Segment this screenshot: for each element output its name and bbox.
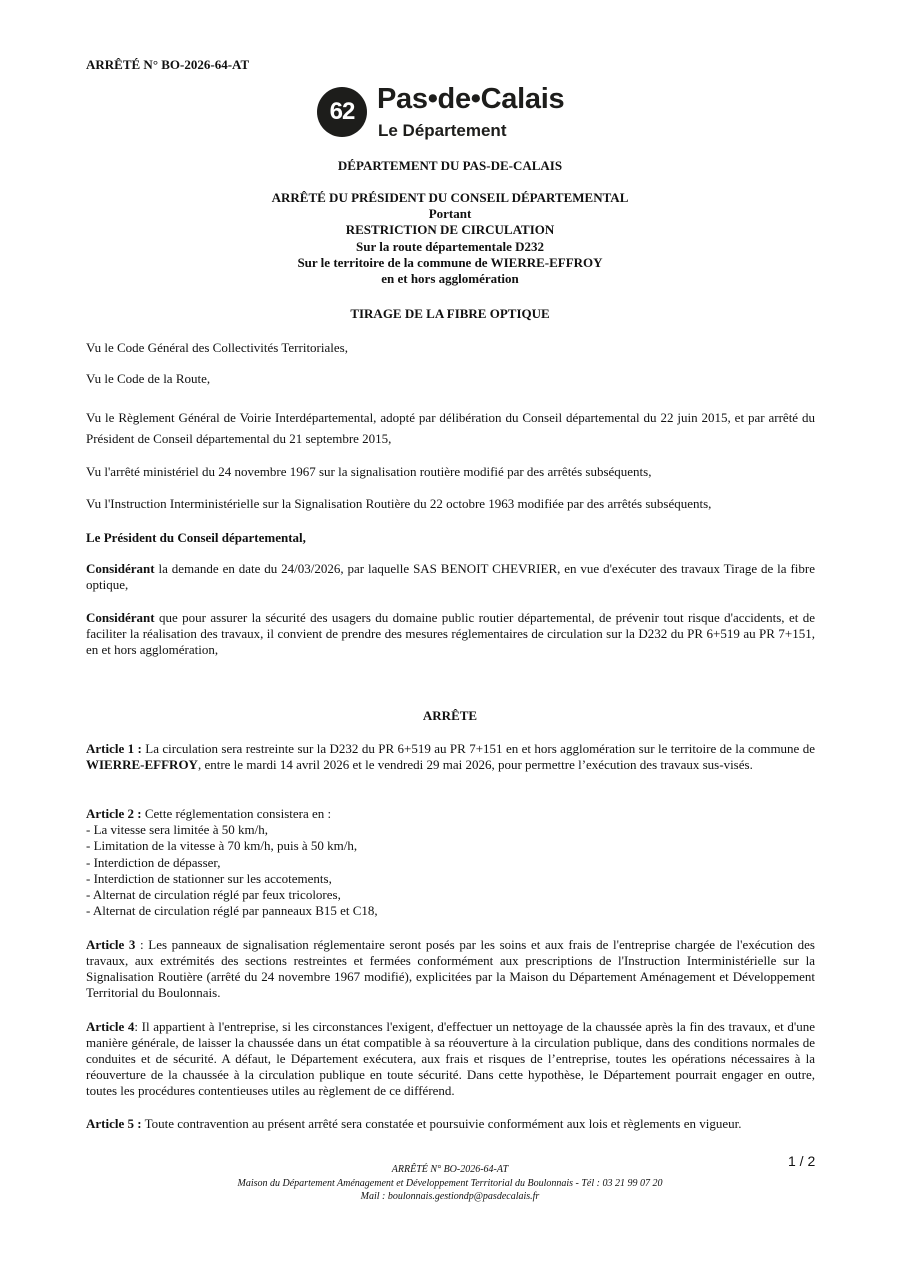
article-4-text: : Il appartient à l'entreprise, si les circonstances l'exigent, d'effectuer un nettoyage de la chaussée après la fin des travaux, et d'une manière générale, de laisser la chaussée dans un état compatible à sa réouverture à la circulation publique, dans des conditions normales de conduites et de sécurité. A défaut, le Département exécutera, aux frais et risques de l’entreprise, toutes les opérations nécessaires à la réouverture de la chaussée à la circulation publique en toute sécurité. Dans cette hypothèse, le Département pourrait engager en outre, toutes les procédures contentieuses utiles au règlement de ce différend. — [86, 1019, 815, 1098]
article-3-text: : Les panneaux de signalisation réglementaire seront posés par les soins et aux frais de l'entreprise chargée de l'exécution des travaux, aux extrémités des sections restreintes et fermées conformément aux prescriptions de l'Instruction Interministérielle sur la Signalisation Routière (arrêté du 24 novembre 1967 modifié), explicitées par la Maison du Département Aménagement et Développement Territorial du Boulonnais. — [86, 937, 815, 1000]
article-1-commune: WIERRE-EFFROY — [86, 757, 198, 772]
title-line-3: RESTRICTION DE CIRCULATION — [345, 222, 555, 238]
list-item: - Alternat de circulation réglé par feux tricolores, — [86, 887, 341, 903]
considerant-1-label: Considérant — [86, 561, 155, 576]
visa-2: Vu le Code de la Route, — [86, 371, 211, 386]
article-1 — [86, 741, 815, 773]
footer-reference: ARRÊTÉ N° BO-2026-64-AT — [391, 1164, 509, 1175]
logo-number-badge: 62 — [317, 87, 367, 137]
considerant-2-text: que pour assurer la sécurité des usagers du domaine public routier départemental, de prévenir tout risque d'accidents, et de faciliter la réalisation des travaux, il convient de prendre des mesures réglementaires de circulation sur la D232 du PR 6+519 au PR 7+151, en et hors agglomération, — [86, 610, 815, 657]
visa-4: Vu l'arrêté ministériel du 24 novembre 1967 sur la signalisation routière modifié par des arrêtés subséquents, — [86, 464, 652, 479]
considerant-2 — [86, 610, 815, 658]
arrete-heading: ARRÊTE — [422, 708, 478, 723]
department-logo — [317, 83, 597, 143]
list-item: - Interdiction de dépasser, — [86, 854, 221, 870]
arrete-reference: ARRÊTÉ N° BO-2026-64-AT — [86, 57, 250, 72]
article-2-label: Article 2 : — [86, 806, 142, 821]
logo-name: Pas•de•Calais — [377, 83, 565, 115]
article-5-label: Article 5 : — [86, 1116, 142, 1131]
title-line-5: Sur le territoire de la commune de WIERRE-EFFROY — [297, 254, 603, 270]
title-block — [86, 190, 814, 287]
article-4 — [86, 1019, 815, 1099]
article-3-label: Article 3 — [86, 937, 136, 952]
subject-heading: TIRAGE DE LA FIBRE OPTIQUE — [350, 306, 550, 321]
article-1-text-after: , entre le mardi 14 avril 2026 et le vendredi 29 mai 2026, pour permettre l’exécution des travaux sus-visés. — [197, 757, 753, 772]
considerant-1-text: la demande en date du 24/03/2026, par laquelle SAS BENOIT CHEVRIER, en vue d'exécuter des travaux Tirage de la fibre optique, — [86, 561, 815, 592]
article-5 — [86, 1116, 815, 1132]
article-4-label: Article 4 — [86, 1019, 135, 1034]
article-5-text: Toute contravention au présent arrêté sera constatée et poursuivie conformément aux lois et règlements en vigueur. — [141, 1116, 742, 1131]
visa-3: Vu le Règlement Général de Voirie Interdépartemental, adopté par délibération du Conseil départemental du 22 juin 2015, et par arrêté du Président de Conseil départemental du 21 septembre 2015, — [86, 410, 815, 446]
footer — [150, 1163, 750, 1204]
list-item: - La vitesse sera limitée à 50 km/h, — [86, 822, 268, 838]
article-2-intro — [86, 806, 815, 822]
considerant-1 — [86, 561, 815, 593]
title-line-6: en et hors agglomération — [381, 271, 519, 287]
article-2-text: Cette réglementation consistera en : — [141, 806, 332, 821]
title-line-2: Portant — [428, 206, 472, 222]
footer-address: Maison du Département Aménagement et Développement Territorial du Boulonnais - Tél : 03 21 99 07 20 — [237, 1177, 663, 1189]
visa-1: Vu le Code Général des Collectivités Territoriales, — [86, 340, 348, 355]
title-line-4: Sur la route départementale D232 — [356, 238, 544, 254]
list-item: - Alternat de circulation réglé par panneaux B15 et C18, — [86, 903, 378, 919]
page-number: 1 / 2 — [788, 1153, 816, 1169]
article-1-text-before: La circulation sera restreinte sur la D232 du PR 6+519 au PR 7+151 en et hors agglomération sur le territoire de la commune de — [141, 741, 815, 756]
article-1-label: Article 1 : — [86, 741, 142, 756]
article-2 — [86, 806, 815, 919]
article-3 — [86, 937, 815, 1001]
department-heading: DÉPARTEMENT DU PAS-DE-CALAIS — [337, 158, 563, 173]
logo-subtitle: Le Département — [378, 121, 507, 140]
list-item: - Limitation de la vitesse à 70 km/h, puis à 50 km/h, — [86, 838, 358, 854]
considerant-2-label: Considérant — [86, 610, 155, 625]
list-item: - Interdiction de stationner sur les accotements, — [86, 870, 332, 886]
visa-5: Vu l'Instruction Interministérielle sur la Signalisation Routière du 22 octobre 1963 modifiée par des arrêtés subséquents, — [86, 496, 712, 511]
president-line: Le Président du Conseil départemental, — [86, 530, 306, 545]
title-line-1: ARRÊTÉ DU PRÉSIDENT DU CONSEIL DÉPARTEMENTAL — [271, 190, 629, 205]
footer-email[interactable]: Mail : boulonnais.gestiondp@pasdecalais.fr — [360, 1191, 540, 1202]
